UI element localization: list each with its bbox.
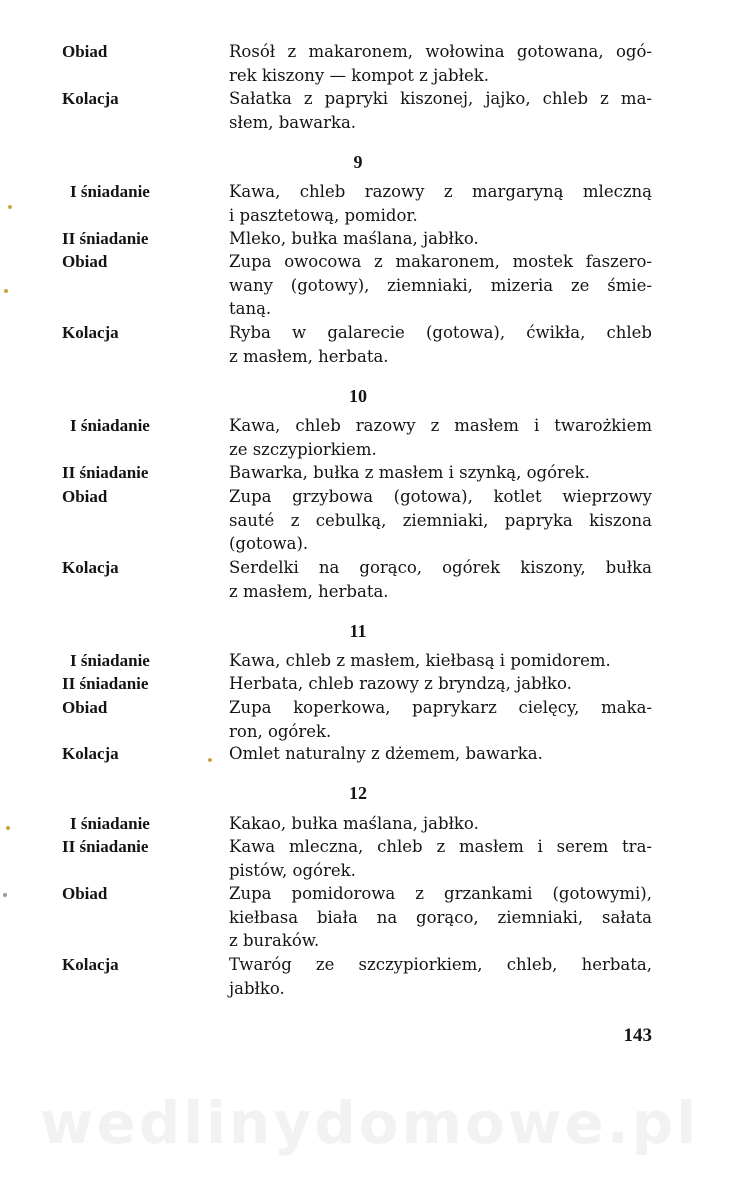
meal-text-kolacja [229,953,652,1000]
text-line: Omlet naturalny z dżemem, bawarka. [229,744,543,763]
text-line: Kawa, chleb z masłem, kiełbasą i pomidorem. [229,651,611,670]
meal-text-sniadanie-2 [229,227,652,251]
text-line: Ryba w galarecie (gotowa), ćwikła, chleb [229,323,652,342]
meal-text-obiad [229,882,652,953]
meal-label-kolacja: Kolacja [62,744,119,763]
text-line: rek kiszony — kompot z jabłek. [229,65,489,85]
paper-speck [208,758,212,762]
meal-text-sniadanie-1 [229,414,652,461]
meal-label-sniadanie-1: I śniadanie [70,416,150,435]
text-line: Zupa pomidorowa z grzankami (gotowymi), [229,884,652,903]
meal-text-obiad [229,250,652,321]
meal-text-sniadanie-1 [229,649,652,673]
text-line: jabłko. [229,978,285,998]
meal-text-sniadanie-2 [229,835,652,882]
text-line: i pasztetową, pomidor. [229,205,418,225]
text-line: z masłem, herbata. [229,581,389,601]
text-line: wany (gotowy), ziemniaki, mizeria ze śmie- [229,275,652,295]
day-number: 11 [349,621,367,641]
text-line: kiełbasa biała na gorąco, ziemniaki, sałata [229,907,652,927]
text-line: Kawa, chleb razowy z margaryną mleczną [229,182,652,201]
text-line: Sałatka z papryki kiszonej, jajko, chleb z ma- [229,89,652,108]
meal-text-obiad [229,696,652,743]
meal-label-kolacja: Kolacja [62,955,119,974]
meal-label-obiad: Obiad [62,884,108,903]
paper-speck [3,893,7,897]
meal-text-sniadanie-2 [229,672,652,696]
meal-label-sniadanie-1: I śniadanie [70,651,150,670]
text-line: słem, bawarka. [229,112,357,132]
text-line: Twaróg ze szczypiorkiem, chleb, herbata, [229,955,652,974]
meal-label-sniadanie-2: II śniadanie [62,837,149,856]
text-line: pistów, ogórek. [229,860,356,880]
meal-label-obiad: Obiad [62,487,108,506]
meal-text-obiad [229,40,652,87]
meal-text-kolacja [229,556,652,603]
meal-text-sniadanie-1 [229,180,652,227]
meal-label-obiad: Obiad [62,42,108,61]
meal-label-sniadanie-2: II śniadanie [62,229,149,248]
meal-label-obiad: Obiad [62,698,108,717]
meal-label-sniadanie-1: I śniadanie [70,814,150,833]
text-line: Herbata, chleb razowy z bryndzą, jabłko. [229,674,572,693]
text-line: z masłem, herbata. [229,346,389,366]
paper-speck [6,826,10,830]
meal-text-kolacja [229,742,652,766]
paper-speck [8,205,12,209]
text-line: taną. [229,299,272,318]
meal-text-sniadanie-2 [229,461,652,485]
meal-label-sniadanie-2: II śniadanie [62,674,149,693]
text-line: Kawa mleczna, chleb z masłem i serem tra- [229,837,652,856]
page-number: 143 [623,1025,652,1046]
text-line: Kawa, chleb razowy z masłem i twarożkiem [229,416,652,435]
day-number: 12 [349,783,367,803]
meal-label-sniadanie-2: II śniadanie [62,463,149,482]
text-line: Kakao, bułka maślana, jabłko. [229,814,479,833]
meal-label-obiad: Obiad [62,252,108,271]
text-line: Zupa koperkowa, paprykarz cielęcy, maka- [229,698,652,717]
meal-text-sniadanie-1 [229,812,652,836]
day-number: 9 [353,152,363,172]
paper-speck [4,289,8,293]
meal-text-kolacja [229,321,652,368]
text-line: (gotowa). [229,534,309,553]
text-line: ze szczypiorkiem. [229,439,377,459]
text-line: Zupa grzybowa (gotowa), kotlet wieprzowy [229,487,652,506]
meal-text-obiad [229,485,652,556]
meal-text-kolacja [229,87,652,134]
day-number: 10 [349,386,367,406]
text-line: Bawarka, bułka z masłem i szynką, ogórek. [229,463,590,482]
text-line: ron, ogórek. [229,721,332,741]
meal-label-kolacja: Kolacja [62,323,119,342]
text-line: sauté z cebulką, ziemniaki, papryka kiszona [229,510,652,530]
text-line: Zupa owocowa z makaronem, mostek faszero- [229,252,652,271]
meal-label-kolacja: Kolacja [62,558,119,577]
watermark-text: wedlinydomowe.pl [39,1089,700,1157]
meal-label-sniadanie-1: I śniadanie [70,182,150,201]
text-line: Mleko, bułka maślana, jabłko. [229,229,479,248]
text-line: Rosół z makaronem, wołowina gotowana, ogó- [229,42,652,61]
text-line: z buraków. [229,931,320,950]
meal-label-kolacja: Kolacja [62,89,119,108]
text-line: Serdelki na gorąco, ogórek kiszony, bułka [229,558,652,577]
